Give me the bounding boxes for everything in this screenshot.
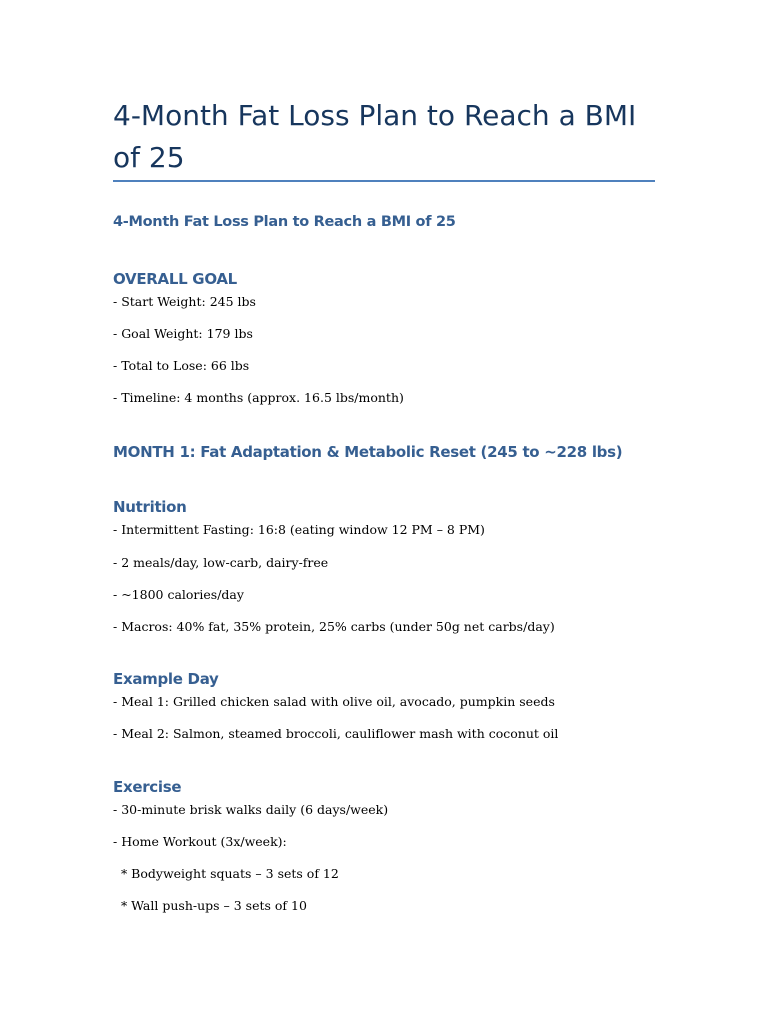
nutrition-item: - Intermittent Fasting: 16:8 (eating window 12 PM – 8 PM) — [113, 522, 485, 537]
example-meal-item: - Meal 1: Grilled chicken salad with olive oil, avocado, pumpkin seeds — [113, 694, 555, 709]
nutrition-heading: Nutrition — [113, 498, 187, 516]
example-day-heading: Example Day — [113, 670, 219, 688]
start-weight-line: - Start Weight: 245 lbs — [113, 294, 256, 309]
title-divider — [113, 180, 655, 182]
overall-goal-heading: OVERALL GOAL — [113, 270, 237, 288]
total-to-lose-line: - Total to Lose: 66 lbs — [113, 358, 250, 373]
document-title: 4-Month Fat Loss Plan to Reach a BMI of 25 — [113, 99, 637, 174]
goal-weight-line: - Goal Weight: 179 lbs — [113, 326, 253, 341]
example-meal-item: - Meal 2: Salmon, steamed broccoli, cauliflower mash with coconut oil — [113, 726, 559, 741]
exercise-item: - Home Workout (3x/week): — [113, 834, 287, 849]
exercise-heading: Exercise — [113, 778, 182, 796]
nutrition-item: - Macros: 40% fat, 35% protein, 25% carbs (under 50g net carbs/day) — [113, 619, 555, 634]
timeline-line: - Timeline: 4 months (approx. 16.5 lbs/month) — [113, 390, 404, 405]
exercise-subitem: * Wall push-ups – 3 sets of 10 — [113, 898, 307, 913]
exercise-subitem: * Bodyweight squats – 3 sets of 12 — [113, 866, 339, 881]
plan-subtitle: 4-Month Fat Loss Plan to Reach a BMI of 25 — [113, 214, 456, 230]
nutrition-item: - ~1800 calories/day — [113, 587, 244, 602]
exercise-item: - 30-minute brisk walks daily (6 days/week) — [113, 802, 389, 817]
nutrition-item: - 2 meals/day, low-carb, dairy-free — [113, 555, 329, 570]
month1-heading: MONTH 1: Fat Adaptation & Metabolic Reset (245 to ~228 lbs) — [113, 443, 623, 461]
